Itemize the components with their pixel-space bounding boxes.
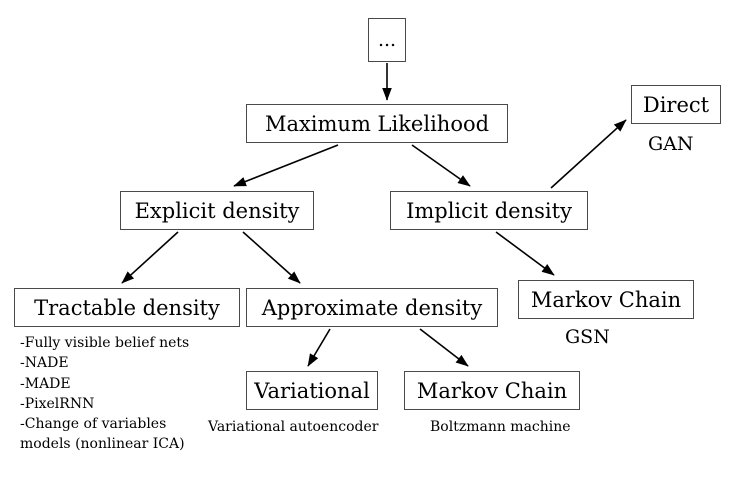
caption-boltzmann-machine: [430, 419, 571, 435]
node-root-label: ...: [377, 29, 397, 51]
node-implicit-density: [390, 191, 588, 230]
node-tractable-density: [14, 288, 240, 327]
caption-gsn-label: GSN: [565, 326, 610, 348]
caption-variational-autoencoder: [208, 419, 378, 435]
edge-explicit-density-to-tractable-density: [122, 232, 178, 283]
edge-maximum-likelihood-to-explicit-density: [234, 145, 338, 186]
node-variational-label: Variational: [254, 378, 370, 403]
node-markov-chain-gsn-label: Markov Chain: [530, 287, 682, 312]
edge-approximate-density-to-markov-chain-boltzmann: [420, 329, 468, 366]
node-approximate-density: [246, 288, 498, 327]
node-approximate-density-label: Approximate density: [261, 295, 483, 320]
edge-implicit-density-to-direct: [551, 120, 626, 188]
tractable-density-examples: [20, 333, 189, 455]
list-item: -Change of variables: [20, 416, 167, 433]
caption-gan: [648, 133, 694, 155]
node-markov-chain-boltzmann-label: Markov Chain: [416, 378, 568, 403]
edge-approximate-density-to-variational: [308, 329, 330, 366]
node-direct: [631, 85, 721, 124]
caption-gan-label: GAN: [648, 133, 694, 155]
node-markov-chain-boltzmann: [404, 371, 580, 410]
edge-implicit-density-to-markov-chain-gsn: [496, 232, 554, 275]
list-item: -NADE: [20, 355, 69, 372]
caption-boltzmann-machine-label: Boltzmann machine: [430, 419, 571, 435]
node-implicit-density-label: Implicit density: [406, 198, 572, 223]
list-item: -MADE: [20, 375, 71, 392]
node-explicit-density: [120, 191, 314, 230]
node-maximum-likelihood: [246, 104, 508, 143]
node-tractable-density-label: Tractable density: [34, 295, 220, 320]
node-explicit-density-label: Explicit density: [134, 198, 300, 223]
edge-explicit-density-to-approximate-density: [243, 232, 300, 283]
caption-gsn: [565, 326, 610, 348]
node-root: [368, 18, 406, 62]
node-variational: [246, 371, 378, 410]
node-direct-label: Direct: [642, 92, 710, 117]
list-item: models (nonlinear ICA): [20, 436, 185, 453]
node-maximum-likelihood-label: Maximum Likelihood: [264, 111, 490, 136]
list-item: -Fully visible belief nets: [20, 335, 190, 351]
edge-maximum-likelihood-to-implicit-density: [412, 145, 470, 186]
node-markov-chain-gsn: [518, 280, 694, 319]
caption-variational-autoencoder-label: Variational autoencoder: [208, 419, 379, 435]
list-item: -PixelRNN: [20, 395, 95, 412]
